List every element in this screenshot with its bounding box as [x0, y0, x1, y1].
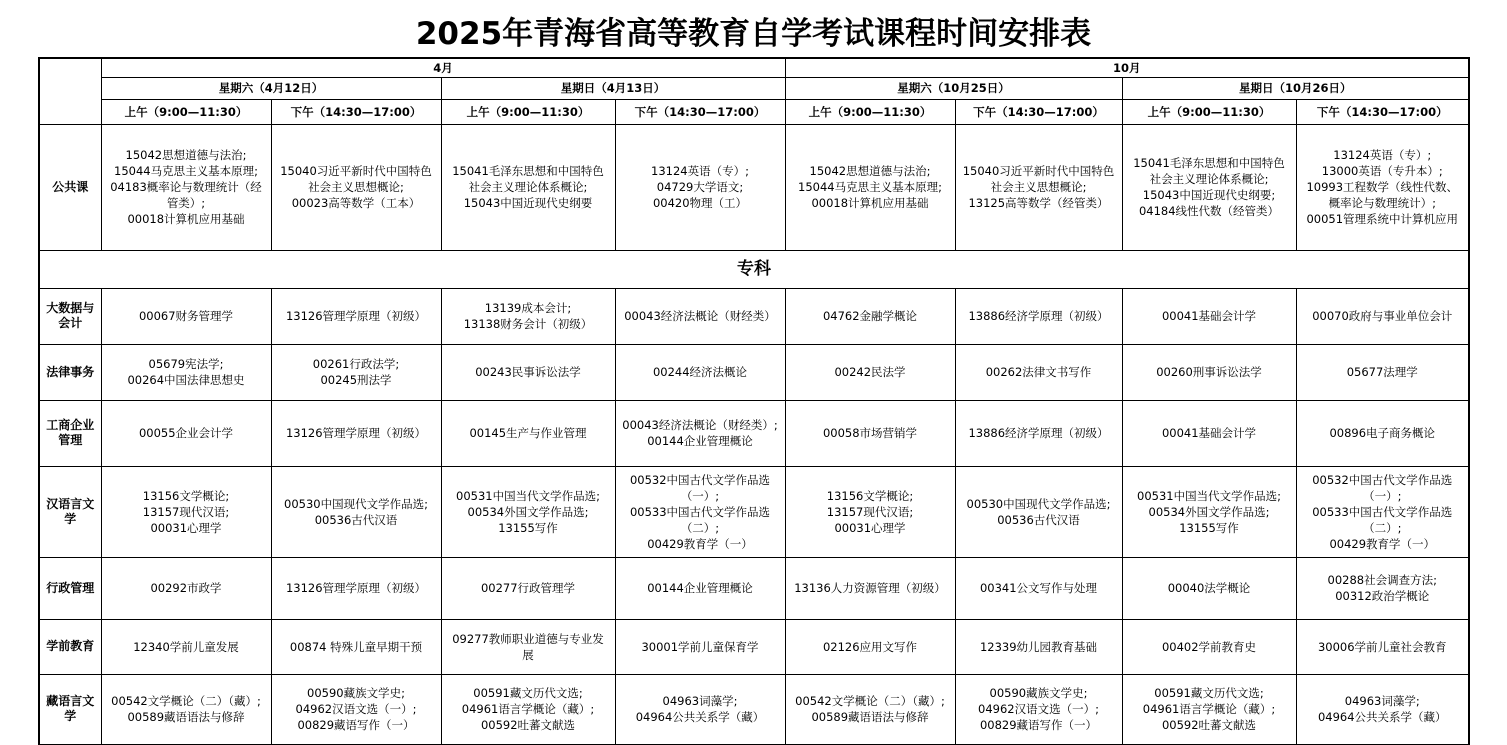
cell-line: 00292市政学 [150, 581, 222, 595]
cell-line: 00262法律文书写作 [985, 365, 1092, 379]
cell-line: 00058市场营销学 [822, 426, 918, 440]
cell-line: 30006学前儿童社会教育 [1317, 639, 1447, 654]
cell-line: 13157现代汉语; [142, 504, 230, 519]
course-cell [1296, 124, 1469, 250]
cell-line: 05677法理学 [1346, 365, 1418, 379]
cell-line: 社会主义理论体系概论; [1149, 172, 1269, 186]
cell-line: 04762金融学概论 [822, 309, 918, 323]
course-cell [785, 344, 955, 400]
cell-line: 00532中国古代文学作品选 [629, 472, 771, 487]
course-cell [955, 124, 1122, 250]
cell-line: 00341公文写作与处理 [979, 581, 1098, 595]
cell-line: 00530中国现代文学作品选; [966, 496, 1111, 511]
category-cell [39, 466, 101, 557]
session-header: 下午（14:30—17:00） [1296, 99, 1469, 124]
cell-line: 00043经济法概论（财经类） [624, 309, 776, 323]
course-cell [955, 288, 1122, 344]
table-row [39, 288, 1469, 344]
table-row [39, 674, 1469, 744]
cell-line: 00591藏文历代文选; [1154, 686, 1264, 700]
category-cell [39, 124, 101, 250]
cell-line: 13886经济学原理（初级） [968, 309, 1109, 323]
cell-line: 13126管理学原理（初级） [285, 309, 427, 323]
cell-line: 13156文学概论; [142, 488, 230, 503]
course-cell [1296, 344, 1469, 400]
course-cell [441, 557, 615, 619]
cell-line: 社会主义思想概论; [990, 180, 1087, 194]
cell-line: 公共课 [52, 179, 89, 194]
month-header: 10月 [785, 58, 1469, 77]
course-cell [615, 466, 785, 557]
course-cell [1296, 557, 1469, 619]
course-cell [1122, 674, 1296, 744]
cell-line: 00043经济法概论（财经类）; [622, 418, 778, 432]
cell-line: 00041基础会计学 [1161, 309, 1257, 323]
course-cell [101, 557, 271, 619]
cell-line: 13157现代汉语; [826, 504, 914, 519]
cell-line: 00244经济法概论 [652, 365, 748, 379]
cell-line: 学 [64, 511, 77, 526]
course-cell [1122, 344, 1296, 400]
cell-line: 藏语言文 [46, 694, 95, 708]
cell-line: 09277教师职业道德与专业发 [452, 631, 604, 646]
course-cell [785, 619, 955, 674]
cell-line: 00145生产与作业管理 [469, 426, 587, 440]
course-cell [101, 619, 271, 674]
course-cell [955, 557, 1122, 619]
course-cell [1122, 619, 1296, 674]
course-cell [785, 557, 955, 619]
cell-line: 04729大学语文; [656, 180, 744, 194]
cell-line: 00261行政法学; [312, 357, 400, 371]
cell-line: 04961语言学概论（藏）; [1142, 702, 1276, 716]
course-cell [101, 674, 271, 744]
cell-line: 00429教育学（一） [1329, 536, 1436, 551]
category-cell [39, 400, 101, 466]
cell-line: 15044马克思主义基本原理; [114, 164, 258, 178]
category-cell [39, 619, 101, 674]
cell-line: 00590藏族文学史; [307, 686, 405, 700]
course-cell [615, 124, 785, 250]
course-cell [441, 344, 615, 400]
cell-line: 00144企业管理概论 [647, 434, 753, 448]
cell-line: 汉语言文 [46, 496, 95, 511]
corner-cell [39, 58, 101, 124]
course-cell [785, 288, 955, 344]
cell-line: 13124英语（专）; [1333, 148, 1432, 162]
cell-line: 04964公共关系学（藏） [635, 710, 765, 724]
cell-line: 00018计算机应用基础 [811, 196, 929, 210]
course-cell [441, 674, 615, 744]
cell-line: 00530中国现代文学作品选; [284, 496, 428, 511]
cell-line: 00242民法学 [834, 365, 906, 379]
course-cell [785, 400, 955, 466]
course-cell [615, 557, 785, 619]
course-cell [1122, 124, 1296, 250]
cell-line: 00533中国古代文学作品选 [629, 504, 771, 519]
session-header: 下午（14:30—17:00） [955, 99, 1122, 124]
section-header: 专科 [39, 250, 1469, 288]
cell-line: 13139成本会计; [484, 301, 572, 315]
course-cell [1296, 674, 1469, 744]
course-cell [955, 344, 1122, 400]
course-cell [1122, 400, 1296, 466]
session-header: 下午（14:30—17:00） [615, 99, 785, 124]
cell-line: 04963词藻学; [662, 694, 738, 708]
cell-line: 00534外国文学作品选; [467, 504, 589, 519]
course-cell [615, 619, 785, 674]
cell-line: 00536古代汉语 [997, 512, 1080, 527]
cell-line: 00896电子商务概论 [1329, 426, 1436, 440]
cell-line: 管理 [58, 433, 83, 447]
cell-line: 02126应用文写作 [822, 639, 918, 654]
cell-line: 05679宪法学; [148, 357, 224, 371]
day-header: 星期六（4月12日） [101, 77, 441, 99]
cell-line: 法律事务 [46, 364, 95, 379]
cell-line: 00040法学概论 [1167, 581, 1251, 595]
cell-line: 00055企业会计学 [138, 426, 234, 440]
cell-line: 04963词藻学; [1344, 694, 1420, 708]
cell-line: 04183概率论与数理统计（经 [110, 180, 262, 194]
cell-line: （一）; [680, 488, 720, 503]
cell-line: 13126管理学原理（初级） [285, 581, 427, 595]
course-cell [955, 674, 1122, 744]
cell-line: 学前教育 [46, 639, 95, 653]
cell-line: 00420物理（工） [652, 196, 748, 210]
cell-line: 00018计算机应用基础 [127, 212, 245, 226]
day-header: 星期日（4月13日） [441, 77, 785, 99]
course-cell [441, 400, 615, 466]
course-cell [101, 124, 271, 250]
course-cell [785, 466, 955, 557]
cell-line: 00531中国当代文学作品选; [456, 488, 600, 503]
cell-line: 04184线性代数（经管类） [1138, 204, 1280, 218]
cell-line: 工商企业 [46, 418, 95, 432]
course-cell [271, 344, 441, 400]
course-cell [615, 344, 785, 400]
cell-line: 13155写作 [498, 520, 558, 535]
cell-line: 00829藏语写作（一） [979, 718, 1098, 732]
course-cell [441, 619, 615, 674]
table-row [39, 344, 1469, 400]
course-cell [785, 674, 955, 744]
cell-line: 00592吐蕃文献选 [1161, 718, 1257, 732]
course-cell [1122, 557, 1296, 619]
course-cell [271, 674, 441, 744]
cell-line: 13886经济学原理（初级） [968, 426, 1109, 440]
cell-line: 04964公共关系学（藏） [1317, 710, 1447, 724]
table-row [39, 124, 1469, 250]
course-cell [101, 466, 271, 557]
cell-line: 15044马克思主义基本原理; [798, 180, 942, 194]
cell-line: 00592吐蕃文献选 [480, 718, 576, 732]
category-cell [39, 288, 101, 344]
course-cell [271, 466, 441, 557]
cell-line: （二）; [680, 520, 720, 535]
cell-line: 00031心理学 [834, 520, 906, 535]
cell-line: 15042思想道德与法治; [809, 164, 931, 178]
cell-line: 15042思想道德与法治; [125, 148, 247, 162]
cell-line: 00243民事诉讼法学 [475, 365, 581, 379]
cell-line: 00590藏族文学史; [989, 686, 1088, 700]
cell-line: 00533中国古代文学作品选 [1312, 504, 1453, 519]
cell-line: 00277行政管理学 [480, 581, 576, 595]
course-cell [271, 288, 441, 344]
course-cell [955, 619, 1122, 674]
course-cell [271, 619, 441, 674]
cell-line: 04961语言学概论（藏）; [461, 702, 595, 716]
cell-line: 00429教育学（一） [647, 536, 753, 551]
cell-line: 10993工程数学（线性代数、 [1306, 180, 1459, 194]
session-header: 上午（9:00—11:30） [441, 99, 615, 124]
exam-schedule-table [38, 57, 1470, 745]
table-row [39, 400, 1469, 466]
course-cell [101, 400, 271, 466]
page-title: 2025年青海省高等教育自学考试课程时间安排表 [415, 16, 1092, 52]
cell-line: 04962汉语文选（一）; [978, 702, 1099, 716]
cell-line: 大数据与 [46, 301, 95, 315]
cell-line: 00144企业管理概论 [647, 581, 753, 595]
cell-line: 00874 特殊儿童早期干预 [289, 639, 423, 654]
month-header: 4月 [101, 58, 785, 77]
category-cell [39, 557, 101, 619]
course-cell [1122, 466, 1296, 557]
cell-line: 13155写作 [1179, 520, 1239, 535]
cell-line: 管类）; [166, 196, 206, 210]
cell-line: 00051管理系统中计算机应用 [1306, 212, 1459, 226]
course-cell [1296, 466, 1469, 557]
course-cell [955, 466, 1122, 557]
cell-line: 15043中国近现代史纲要; [1142, 188, 1276, 202]
cell-line: 00536古代汉语 [314, 512, 398, 527]
cell-line: （一）; [1363, 488, 1402, 503]
cell-line: 00531中国当代文学作品选; [1137, 488, 1281, 503]
day-header: 星期六（10月25日） [785, 77, 1122, 99]
course-cell [101, 344, 271, 400]
cell-line: 00264中国法律思想史 [127, 373, 245, 387]
cell-line: 会计 [58, 316, 83, 330]
course-cell [1296, 619, 1469, 674]
cell-line: 概率论与数理统计）; [1328, 196, 1436, 210]
cell-line: 00589藏语语法与修辞 [127, 710, 245, 724]
table-row [39, 466, 1469, 557]
cell-line: 12339幼儿园教育基础 [979, 639, 1098, 654]
cell-line: 00245刑法学 [320, 373, 392, 387]
cell-line: 00288社会调查方法; [1327, 573, 1437, 587]
category-cell [39, 344, 101, 400]
table-row [39, 557, 1469, 619]
cell-line: 00070政府与事业单位会计 [1312, 309, 1453, 323]
cell-line: 00041基础会计学 [1161, 426, 1257, 440]
cell-line: 00532中国古代文学作品选 [1312, 472, 1453, 487]
cell-line: 00260刑事诉讼法学 [1156, 365, 1262, 379]
course-cell [615, 288, 785, 344]
cell-line: 13000英语（专升本）; [1321, 164, 1443, 178]
course-cell [441, 124, 615, 250]
cell-line: 行政管理 [46, 580, 95, 595]
cell-line: 00589藏语语法与修辞 [811, 710, 929, 724]
cell-line: 15043中国近现代史纲要 [463, 196, 593, 210]
course-cell [1122, 288, 1296, 344]
cell-line: 15040习近平新时代中国特色 [962, 164, 1115, 178]
session-header: 下午（14:30—17:00） [271, 99, 441, 124]
cell-line: 13124英语（专）; [651, 164, 749, 178]
course-cell [615, 400, 785, 466]
session-header: 上午（9:00—11:30） [101, 99, 271, 124]
cell-line: 12340学前儿童发展 [133, 639, 239, 654]
course-cell [785, 124, 955, 250]
cell-line: 00534外国文学作品选; [1148, 504, 1270, 519]
cell-line: 15041毛泽东思想和中国特色 [452, 164, 604, 178]
cell-line: （二）; [1363, 520, 1402, 535]
table-row [39, 619, 1469, 674]
cell-line: 00542文学概论（二）（藏）; [795, 694, 945, 708]
cell-line: 13126管理学原理（初级） [285, 426, 427, 440]
course-cell [441, 288, 615, 344]
cell-line: 04962汉语文选（一）; [295, 702, 417, 716]
cell-line: 00829藏语写作（一） [297, 718, 415, 732]
day-header: 星期日（10月26日） [1122, 77, 1469, 99]
course-cell [615, 674, 785, 744]
cell-line: 13136人力资源管理（初级） [794, 581, 946, 595]
cell-line: 展 [522, 647, 534, 662]
cell-line: 00023高等数学（工本） [291, 196, 421, 210]
course-cell [955, 400, 1122, 466]
course-cell [441, 466, 615, 557]
cell-line: 00031心理学 [150, 520, 222, 535]
cell-line: 15040习近平新时代中国特色 [280, 164, 432, 178]
session-header: 上午（9:00—11:30） [1122, 99, 1296, 124]
course-cell [101, 288, 271, 344]
cell-line: 13125高等数学（经管类） [968, 196, 1109, 210]
cell-line: 社会主义理论体系概论; [468, 180, 588, 194]
cell-line: 00591藏文历代文选; [473, 686, 583, 700]
course-cell [1296, 400, 1469, 466]
cell-line: 15041毛泽东思想和中国特色 [1133, 156, 1285, 170]
cell-line: 00312政治学概论 [1335, 589, 1430, 603]
cell-line: 社会主义思想概论; [308, 180, 404, 194]
cell-line: 30001学前儿童保育学 [641, 639, 759, 654]
cell-line: 学 [64, 709, 77, 723]
cell-line: 00542文学概论（二）（藏）; [111, 694, 261, 708]
course-cell [271, 124, 441, 250]
course-cell [271, 400, 441, 466]
cell-line: 00067财务管理学 [138, 309, 234, 323]
course-cell [271, 557, 441, 619]
cell-line: 00402学前教育史 [1161, 639, 1257, 654]
cell-line: 13138财务会计（初级） [463, 317, 593, 331]
category-cell [39, 674, 101, 744]
course-cell [1296, 288, 1469, 344]
session-header: 上午（9:00—11:30） [785, 99, 955, 124]
cell-line: 13156文学概论; [826, 488, 914, 503]
